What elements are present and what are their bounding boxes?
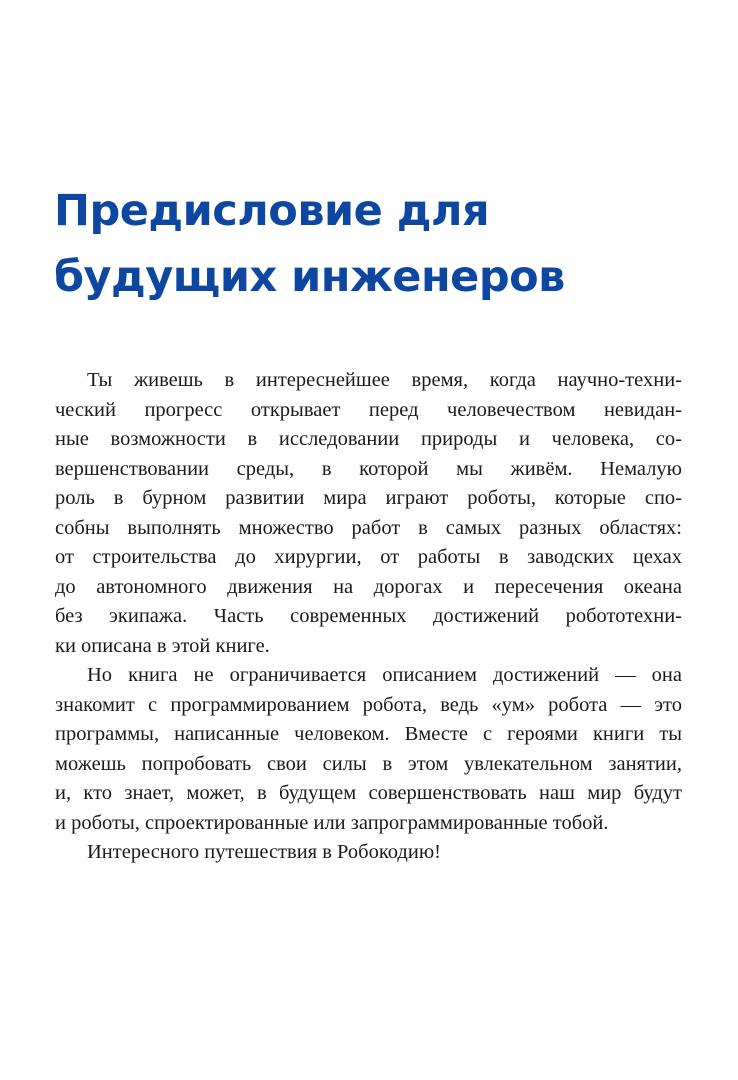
paragraph-2-line: и, кто знает, может, в будущем совершенствовать наш мир будут	[55, 782, 682, 804]
title-line-2: будущих инженеров	[54, 252, 565, 302]
paragraph-1-line: собны выполнять множество работ в самых разных областях:	[55, 516, 682, 539]
paragraph-1-line: ные возможности в исследовании природы и человека, со-	[55, 428, 682, 450]
paragraph-2-line: можешь попробовать свои силы в этом увлекательном занятии,	[55, 752, 682, 775]
paragraph-1-line: вершенствовании среды, в которой мы живём. Немалую	[55, 457, 682, 480]
paragraph-1-line: Ты живешь в интереснейшее время, когда научно-техни-	[87, 369, 682, 391]
paragraph-3-line: Интересного путешествия в Робокодию!	[87, 841, 441, 863]
paragraph-1-line: ки описана в этой книге.	[55, 634, 270, 657]
paragraph-2-line: Но книга не ограничивается описанием достижений — она	[87, 664, 682, 686]
paragraph-2-line: программы, написанные человеком. Вместе с героями книги ты	[55, 723, 682, 745]
paragraph-2-line: и роботы, спроектированные или запрограммированные тобой.	[55, 811, 609, 834]
paragraph-2-line: знакомит с программированием робота, ведь «ум» робота — это	[55, 693, 682, 716]
paragraph-1-line: без экипажа. Часть современных достижений робототехни-	[55, 605, 682, 627]
body-text	[55, 366, 682, 868]
paragraph-1-line: ческий прогресс открывает перед человечеством невидан-	[55, 398, 682, 421]
paragraph-1-line: роль в бурном развитии мира играют роботы, которые спо-	[55, 487, 682, 509]
page-title	[54, 178, 694, 310]
title-line-1: Предисловие для	[54, 186, 490, 236]
paragraph-1-line: до автономного движения на дорогах и пересечения океана	[55, 575, 682, 598]
paragraph-1-line: от строительства до хирургии, от работы в заводских цехах	[55, 546, 682, 568]
